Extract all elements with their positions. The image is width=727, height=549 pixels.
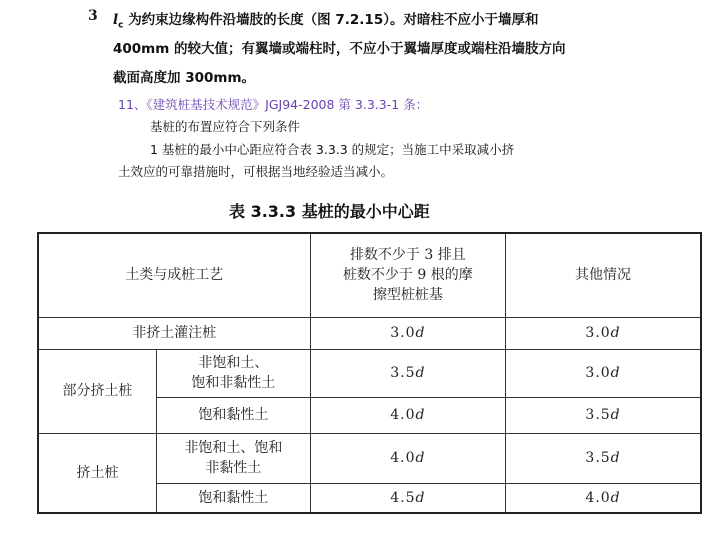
value-cell: 3.5d xyxy=(506,397,701,433)
clause-line-2: 400mm 的较大值；有翼墙或端柱时，不应小于翼墙厚度或端柱沿墙肢方向 xyxy=(113,41,566,57)
clause-line-1-text: 为约束边缘构件沿墙肢的长度（图 7.2.15）。对暗柱不应小于墙厚和 xyxy=(128,12,539,28)
table-row xyxy=(38,349,701,397)
symbol-sub-c: c xyxy=(118,20,124,31)
sub-label: 饱和黏性土 xyxy=(157,397,311,433)
group-label: 部分挤土桩 xyxy=(38,349,157,433)
pile-spacing-table xyxy=(37,232,702,514)
sub-label: 非饱和土、 饱和非黏性土 xyxy=(157,349,311,397)
body-line-1: 基桩的布置应符合下列条件 xyxy=(150,119,301,134)
value-cell: 3.0d xyxy=(310,317,505,349)
value-cell: 3.0d xyxy=(506,349,701,397)
header-other-cases: 其他情况 xyxy=(506,233,701,317)
header-friction-pile-group xyxy=(310,233,505,317)
value-cell: 4.5d xyxy=(310,483,505,513)
value-cell: 3.0d xyxy=(506,317,701,349)
sub-label: 非饱和土、饱和 非黏性土 xyxy=(157,433,311,483)
header-line: 桩数不少于 9 根的摩 xyxy=(342,267,473,284)
value-cell: 4.0d xyxy=(310,397,505,433)
table-header-row xyxy=(38,233,701,317)
clause-number: 3 xyxy=(88,8,98,24)
body-line-3: 土效应的可靠措施时，可根据当地经验适当减小。 xyxy=(118,164,394,179)
clause-line-3: 截面高度加 300mm。 xyxy=(113,70,256,86)
value-cell: 4.0d xyxy=(310,433,505,483)
header-soil-process: 土类与成桩工艺 xyxy=(38,233,310,317)
body-line-2: 1 基桩的最小中心距应符合表 3.3.3 的规定；当施工中采取减小挤 xyxy=(150,142,515,157)
clause-line-1 xyxy=(113,8,538,31)
value-cell: 4.0d xyxy=(506,483,701,513)
symbol-l: l xyxy=(113,12,119,28)
standard-reference: 11、《建筑桩基技术规范》JGJ94-2008 第 3.3.3-1 条： xyxy=(118,97,429,112)
header-line: 排数不少于 3 排且 xyxy=(349,247,466,264)
header-line: 擦型桩桩基 xyxy=(372,287,443,304)
sub-label: 饱和黏性土 xyxy=(157,483,311,513)
table-title: 表 3.3.3 基桩的最小中心距 xyxy=(229,202,430,221)
row-label: 非挤土灌注桩 xyxy=(38,317,310,349)
group-label: 挤土桩 xyxy=(38,433,157,513)
table-row xyxy=(38,317,701,349)
table-row xyxy=(38,433,701,483)
value-cell: 3.5d xyxy=(310,349,505,397)
value-cell: 3.5d xyxy=(506,433,701,483)
